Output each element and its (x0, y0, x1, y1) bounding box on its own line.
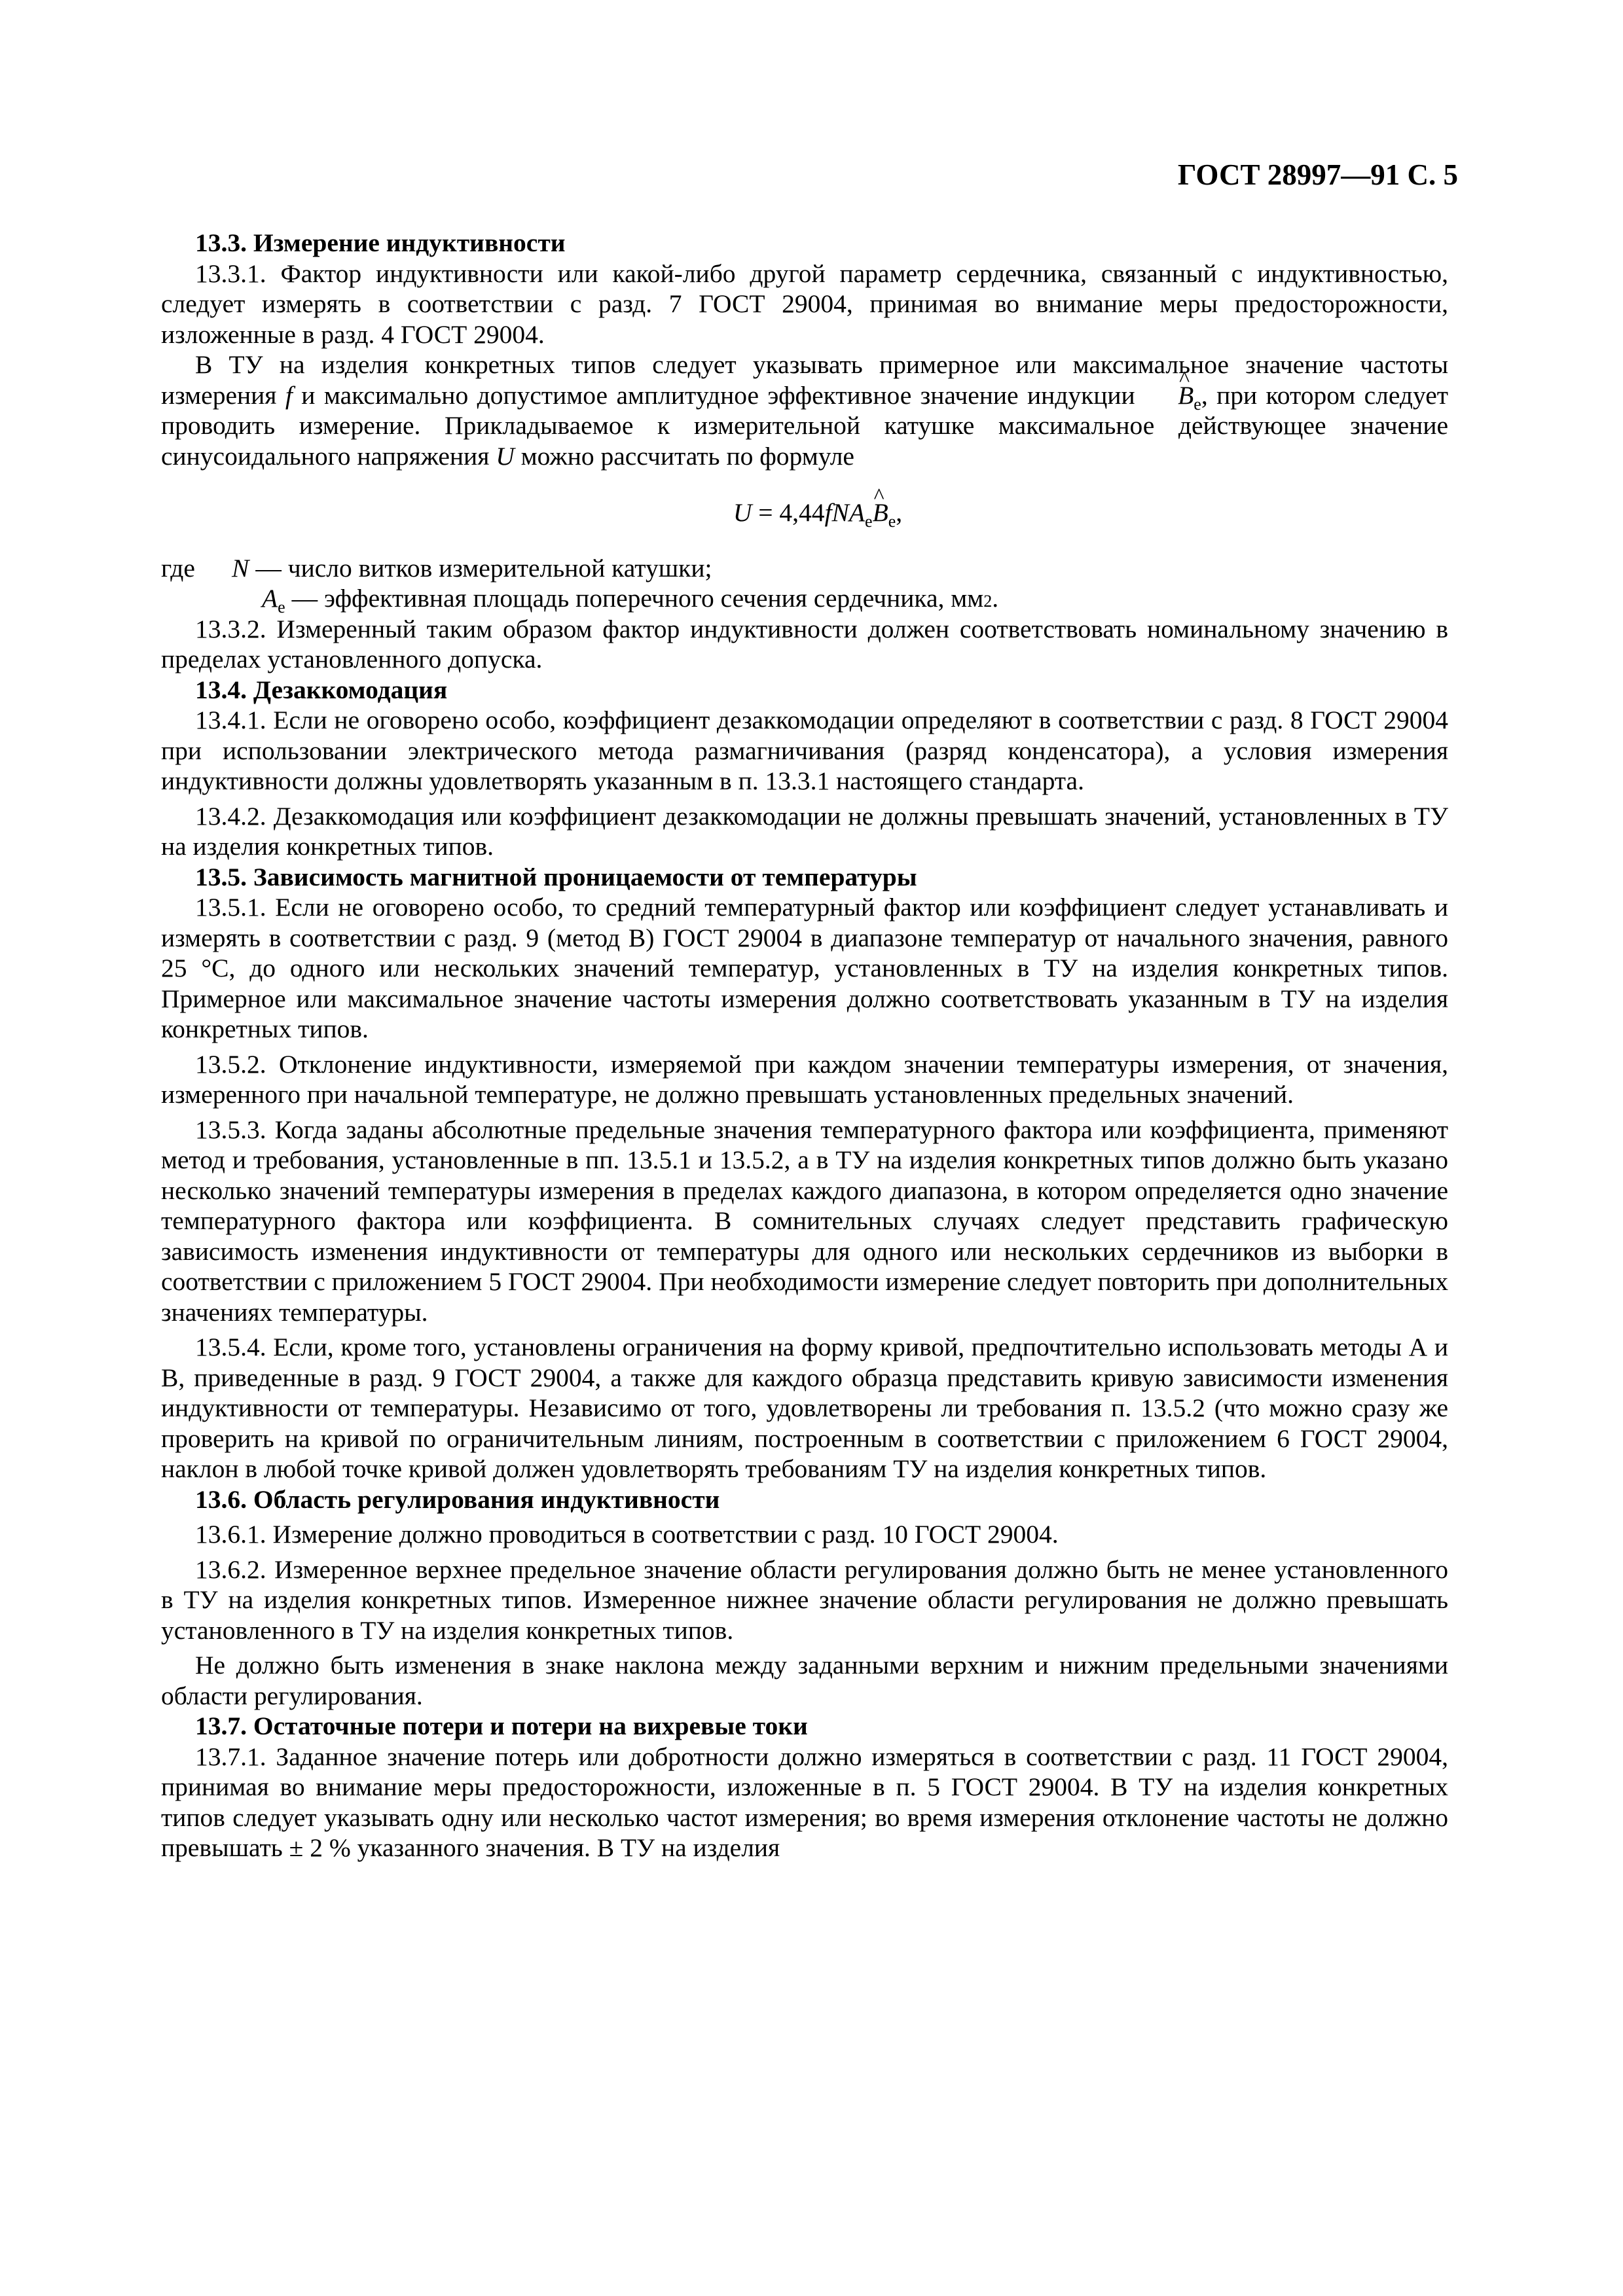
paragraph-13-5-2: 13.5.2. Отклонение индуктивности, измеряемой при каждом значении температуры измерения, от значения, измеренного при начальной температуре, не должно превышать установленных предельных значений. (161, 1049, 1448, 1109)
paragraph-13-5-1: 13.5.1. Если не оговорено особо, то средний температурный фактор или коэффициент следует устанавливать и измерять в соответствии с разд. 9 (метод В) ГОСТ 29004 в диапазоне температур от начального значения, равного 25 °С, до одного или нескольких значений температур, установленных в ТУ на изделия конкретных типов. Примерное или максимальное значение частоты измерения должно соответствовать указанным в ТУ на изделия конкретных типов. (161, 893, 1448, 1043)
section-heading-13-3: 13.3. Измерение индуктивности (195, 228, 566, 257)
document-body (161, 228, 1448, 1863)
formula: U = 4,44fNA$_e$^ $B_e$, (161, 497, 1448, 528)
section-heading-13-4: 13.4. Дезаккомодация (195, 675, 448, 704)
paragraph-13-6-note: Не должно быть изменения в знаке наклона между заданными верхним и нижним предельными значениями области регулирования. (161, 1651, 1448, 1710)
paragraph-13-4-2: 13.4.2. Дезаккомодация или коэффициент дезаккомодации не должны превышать значений, установленных в ТУ на изделия конкретных типов. (161, 801, 1448, 861)
paragraph-13-6-1: 13.6.1. Измерение должно проводиться в соответствии с разд. 10 ГОСТ 29004. (195, 1520, 1059, 1549)
section-heading-13-5: 13.5. Зависимость магнитной проницаемости от температуры (195, 862, 917, 891)
paragraph-13-6-2: 13.6.2. Измеренное верхнее предельное значение области регулирования должно быть не менее установленного в ТУ на изделия конкретных типов. Измеренное нижнее значение области регулирования не должно превышать установленного в ТУ на изделия конкретных типов. (161, 1554, 1448, 1645)
paragraph-13-5-4: 13.5.4. Если, кроме того, установлены ограничения на форму кривой, предпочтительно использовать методы А и В, приведенные в разд. 9 ГОСТ 29004, а также для каждого образца представить кривую зависимости изменения индуктивности от температуры. Независимо от того, удовлетворены ли требования п. 13.5.2 (что можно сразу же проверить на кривой по ограничительным линиям, построенным в соответствии с приложением 6 ГОСТ 29004, наклон в любой точке кривой должен удовлетворять требованиям ТУ на изделия конкретных типов. (161, 1333, 1448, 1483)
paragraph-13-3-1: 13.3.1. Фактор индуктивности или какой-либо другой параметр сердечника, связанный с индуктивностью, следует измерять в соответствии с разд. 7 ГОСТ 29004, принимая во внимание меры предосторожности, изложенные в разд. 4 ГОСТ 29004. (161, 259, 1448, 349)
paragraph-13-3-1-tu: В ТУ на изделия конкретных типов следует указывать примерное или максимальное значение частоты измерения f и максимально допустимое амплитудное эффективное значение индукции ^ $B_e$, при котором следует проводить измерение. Прикладываемое к измерительной катушке максимальное действующее значение синусоидального напряжения U можно рассчитать по формуле (161, 350, 1448, 471)
induction-symbol: ^ B (1144, 380, 1194, 411)
definition-ae: $A_e$ — эффективная площадь поперечного сечения сердечника, мм 2 . (262, 584, 999, 617)
definition-n: где N — число витков измерительной катушки; (161, 553, 712, 583)
paragraph-13-3-2: 13.3.2. Измеренный таким образом фактор индуктивности должен соответствовать номинальному значению в пределах установленного допуска. (161, 614, 1448, 673)
section-heading-13-7: 13.7. Остаточные потери и потери на вихревые токи (195, 1712, 808, 1740)
formula-definitions (161, 553, 1448, 617)
page-header: ГОСТ 28997—91 С. 5 (1177, 158, 1458, 191)
paragraph-13-7-1: 13.7.1. Заданное значение потерь или добротности должно измеряться в соответствии с разд. 11 ГОСТ 29004, принимая во внимание меры предосторожности, изложенные в п. 5 ГОСТ 29004. В ТУ на изделия конкретных типов следует указывать одну или несколько частот измерения; во время измерения отклонение частоты не должно превышать ± 2 % указанного значения. В ТУ на изделия (161, 1742, 1448, 1862)
paragraph-13-4-1: 13.4.1. Если не оговорено особо, коэффициент дезаккомодации определяют в соответствии с разд. 8 ГОСТ 29004 при использовании электрического метода размагничивания (разряд конденсатора), а условия измерения индуктивности должны удовлетворять указанным в п. 13.3.1 настоящего стандарта. (161, 706, 1448, 795)
paragraph-13-5-3: 13.5.3. Когда заданы абсолютные предельные значения температурного фактора или коэффициента, применяют метод и требования, установленные в пп. 13.5.1 и 13.5.2, а в ТУ на изделия конкретных типов должно быть указано несколько значений температуры измерения в пределах каждого диапазона, в котором определяется одно значение температурного фактора или коэффициента. В сомнительных случаях следует представить графическую зависимость изменения индуктивности от температуры для одного или нескольких сердечников из выборки в соответствии с приложением 5 ГОСТ 29004. При необходимости измерение следует повторить при дополнительных значениях температуры. (161, 1115, 1448, 1327)
section-heading-13-6: 13.6. Область регулирования индуктивности (195, 1484, 720, 1514)
